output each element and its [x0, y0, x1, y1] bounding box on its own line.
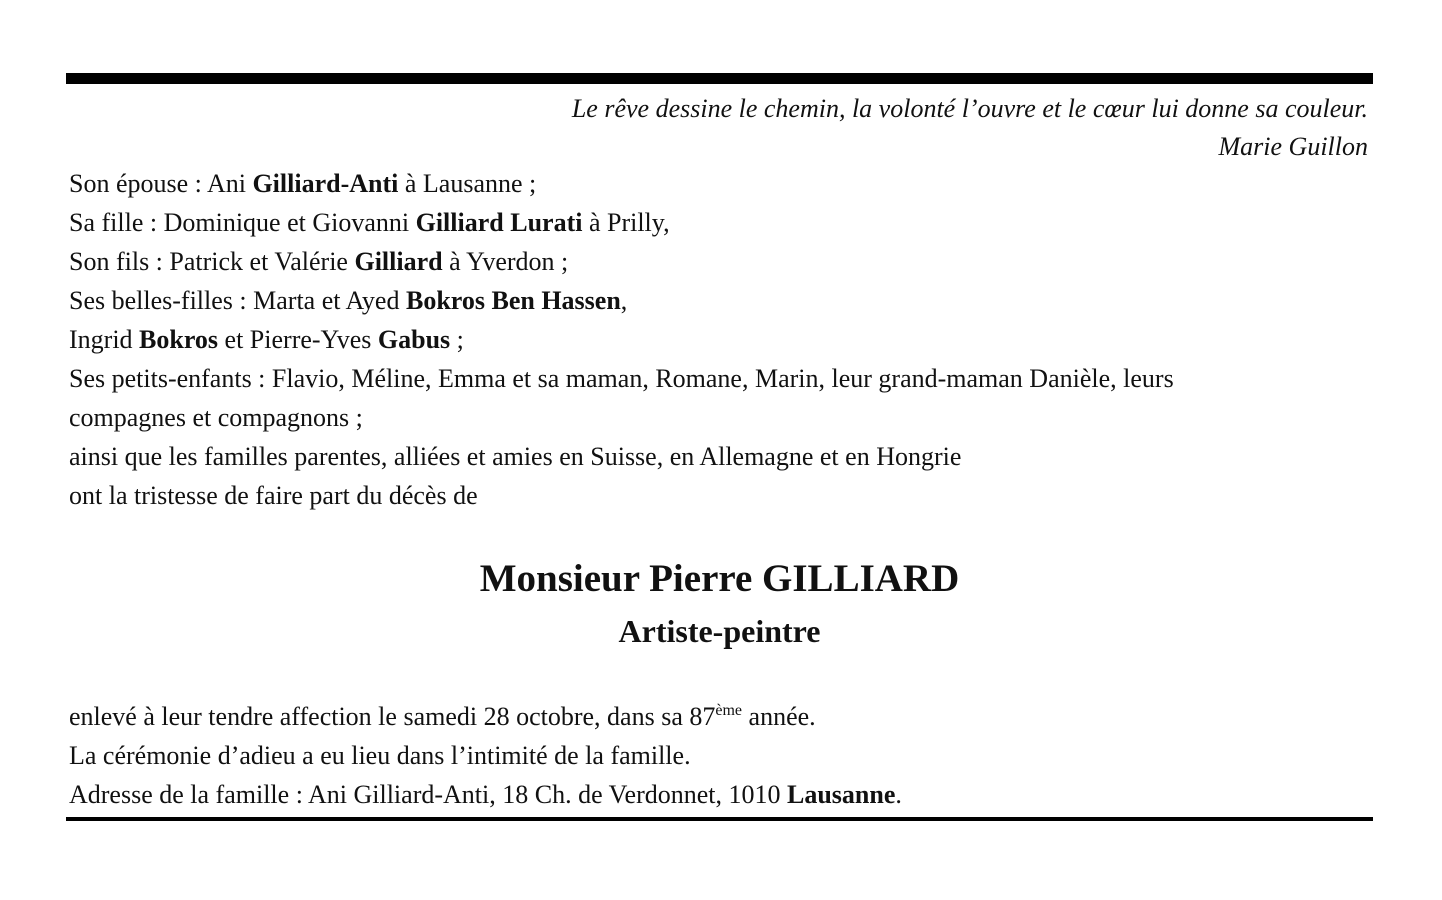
son-surname: Gilliard: [354, 247, 443, 276]
daughter-surname: Gilliard Lurati: [415, 208, 583, 237]
deceased-name: Monsieur Pierre GILLIARD: [479, 557, 960, 600]
epigraph-author: Marie Guillon: [1218, 132, 1368, 161]
partner-surname: Gabus: [377, 325, 451, 354]
date-line-text: enlevé à leur tendre affection le samedi 28 octobre, dans sa 87: [69, 702, 716, 731]
announcement-line: ont la tristesse de faire part du décès de: [69, 481, 478, 510]
ordinal-suffix: ème: [715, 702, 743, 719]
daughter-line-end: à Prilly,: [582, 208, 670, 237]
ingrid-line: [69, 320, 1359, 359]
date-line-end: année.: [742, 702, 816, 731]
daughter-line-text: Sa fille : Dominique et Giovanni: [69, 208, 416, 237]
family-announcement: [69, 164, 1359, 515]
closing-text: [69, 697, 1359, 814]
daughter-line: [69, 203, 1359, 242]
grandchildren-line: Ses petits-enfants : Flavio, Méline, Emma et sa maman, Romane, Marin, leur grand-maman Danièle, leurs: [69, 364, 1174, 393]
bottom-rule: [66, 817, 1373, 821]
ceremony-line: La cérémonie d’adieu a eu lieu dans l’intimité de la famille.: [69, 741, 691, 770]
date-line: [69, 697, 1359, 736]
top-rule: [66, 73, 1373, 84]
extended-family-line: ainsi que les familles parentes, alliées et amies en Suisse, en Allemagne et en Hongrie: [69, 442, 962, 471]
daughters-in-law-end: ,: [620, 286, 628, 315]
ingrid-surname: Bokros: [139, 325, 219, 354]
spouse-line: [69, 164, 1359, 203]
daughters-in-law-line: [69, 281, 1359, 320]
son-line: [69, 242, 1359, 281]
ingrid-line-mid: et Pierre-Yves: [218, 325, 378, 354]
spouse-surname: Gilliard-Anti: [252, 169, 399, 198]
son-line-end: à Yverdon ;: [442, 247, 569, 276]
spouse-line-text: Son épouse : Ani: [69, 169, 253, 198]
epigraph-text: Le rêve dessine le chemin, la volonté l’ouvre et le cœur lui donne sa couleur.: [571, 94, 1368, 123]
epigraph: [168, 90, 1368, 166]
daughters-in-law-surname: Bokros Ben Hassen: [405, 286, 621, 315]
daughters-in-law-text: Ses belles-filles : Marta et Ayed: [69, 286, 406, 315]
address-city: Lausanne: [787, 780, 896, 809]
address-line: [69, 775, 1359, 814]
ingrid-line-text: Ingrid: [69, 325, 140, 354]
address-end: .: [895, 780, 902, 809]
spouse-line-end: à Lausanne ;: [398, 169, 537, 198]
address-text: Adresse de la famille : Ani Gilliard-Anti, 18 Ch. de Verdonnet, 1010: [69, 780, 787, 809]
grandchildren-line-cont: compagnes et compagnons ;: [69, 403, 363, 432]
deceased-role: Artiste-peintre: [618, 613, 821, 649]
ingrid-line-end: ;: [450, 325, 464, 354]
son-line-text: Son fils : Patrick et Valérie: [69, 247, 355, 276]
